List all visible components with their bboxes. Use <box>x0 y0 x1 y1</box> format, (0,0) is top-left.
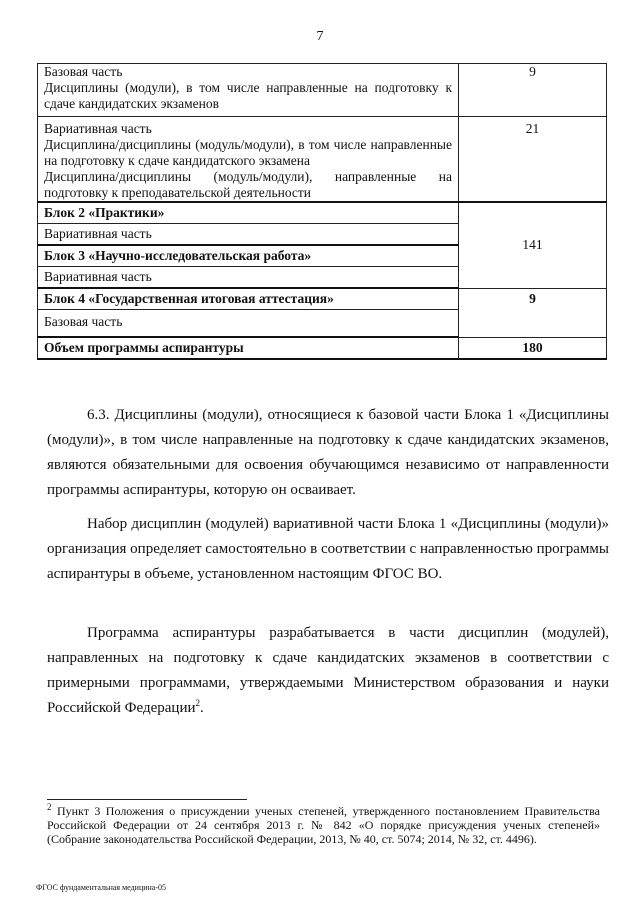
page-number: 7 <box>316 29 324 44</box>
paragraph <box>47 621 609 721</box>
credits-value: 141 <box>459 202 607 288</box>
table-row <box>38 202 607 224</box>
part-label: Вариативная часть <box>44 121 152 136</box>
part-description: Дисциплина/дисциплины (модуль/модули), направленные на подготовку к преподавательской деятельности <box>44 169 452 200</box>
table-row <box>38 64 607 117</box>
paragraph-text: Набор дисциплин (модулей) вариативной части Блока 1 «Дисциплины (модули)» организация определяет самостоятельно в соответствии с направленностью программы аспирантуры в объеме, установленном настоящим ФГОС ВО. <box>47 516 609 582</box>
credits-value: 9 <box>459 288 607 337</box>
page-footer: ФГОС фундаментальная медицина-05 <box>36 883 167 892</box>
footnote <box>47 804 600 846</box>
part-label: Базовая часть <box>44 64 123 79</box>
block-title: Блок 4 «Государственная итоговая аттестация» <box>38 288 459 310</box>
curriculum-table <box>37 63 607 360</box>
footnote-ref[interactable]: 2 <box>195 698 201 708</box>
paragraph-text: Программа аспирантуры разрабатывается в части дисциплин (модулей), направленных на подготовку к сдаче кандидатских экзаменов в соответствии с примерными программами, утверждаемыми Министерством образования и науки Российской Федерации <box>47 625 609 716</box>
paragraph <box>47 512 609 587</box>
part-label: Вариативная часть <box>38 267 459 289</box>
table-cell <box>38 64 459 117</box>
block-title: Блок 2 «Практики» <box>38 202 459 224</box>
table-row <box>38 337 607 359</box>
total-label: Объем программы аспирантуры <box>38 337 459 359</box>
part-description: Дисциплина/дисциплины (модуль/модули), в том числе направленные на подготовку к сдаче кандидатского экзамена <box>44 137 452 168</box>
footnote-divider <box>47 799 247 800</box>
table-row <box>38 117 607 203</box>
credits-value: 9 <box>459 64 607 117</box>
paragraph <box>47 403 609 503</box>
paragraph-end: . <box>200 700 204 716</box>
footnote-text: Пункт 3 Положения о присуждении ученых степеней, утвержденного постановлением Правительства Российской Федерации от 24 сентября 2013 г. № 842 «О порядке присуждения ученых степеней» (Собрание законодательства Российской Федерации, 2013, № 40, ст. 5074; 2014, № 32, ст. 4496). <box>47 804 601 846</box>
credits-value: 21 <box>459 117 607 203</box>
part-label: Базовая часть <box>38 310 459 338</box>
paragraph-text: 6.3. Дисциплины (модули), относящиеся к базовой части Блока 1 «Дисциплины (модули)», в том числе направленные на подготовку к сдаче кандидатских экзаменов, являются обязательными для освоения обучающимся независимо от направленности программы аспирантуры, которую он осваивает. <box>47 407 609 498</box>
block-title: Блок 3 «Научно-исследовательская работа» <box>38 245 459 267</box>
total-value: 180 <box>459 337 607 359</box>
part-label: Вариативная часть <box>38 224 459 246</box>
table-cell <box>38 117 459 203</box>
table-row <box>38 288 607 310</box>
part-description: Дисциплины (модули), в том числе направленные на подготовку к сдаче кандидатских экзаменов <box>44 80 452 111</box>
footnote-mark: 2 <box>47 802 52 812</box>
